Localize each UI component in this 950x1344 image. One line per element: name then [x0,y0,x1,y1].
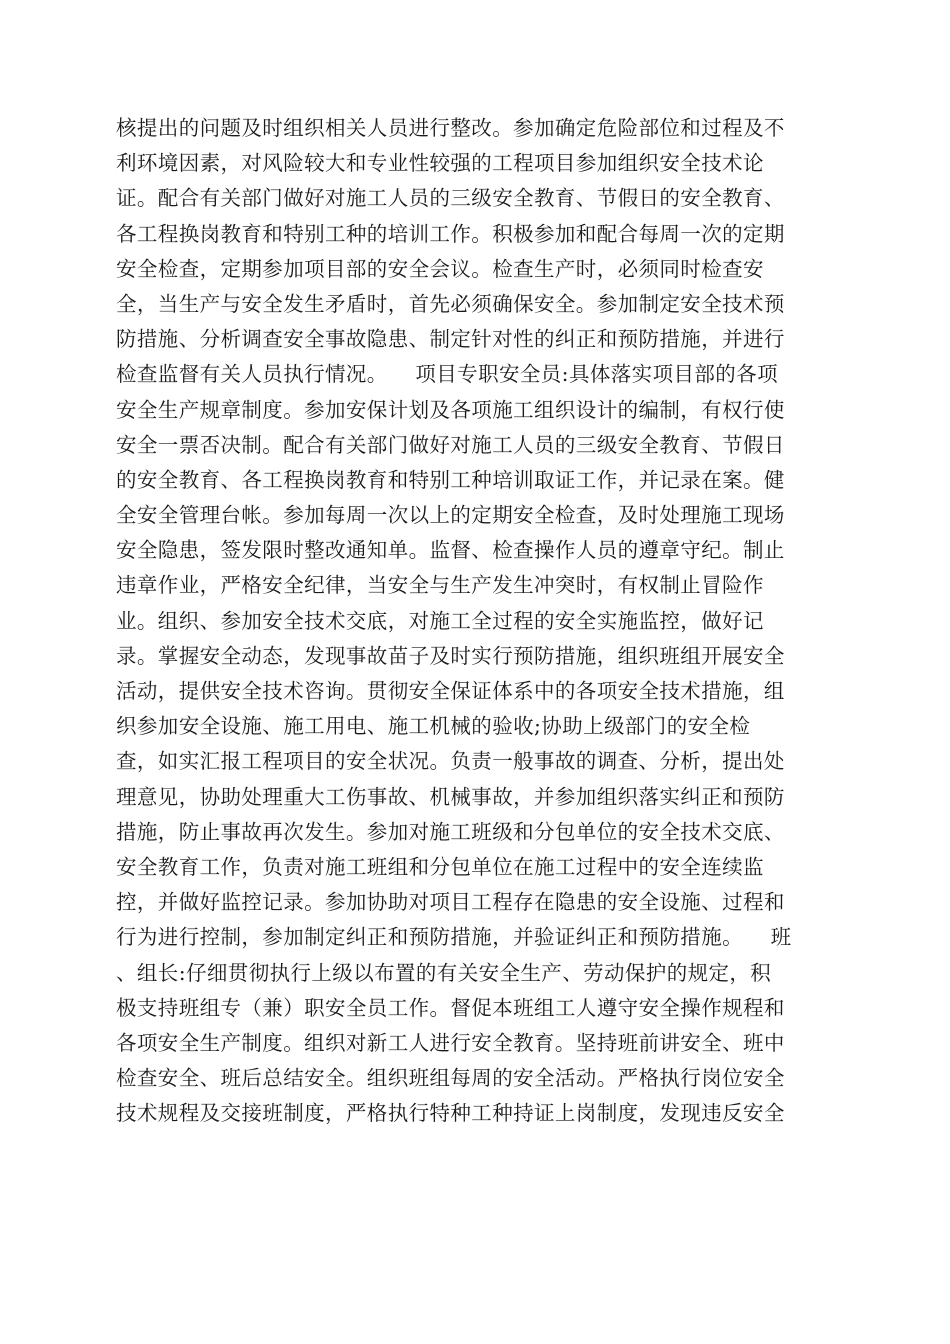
text-line: 极支持班组专（兼）职安全员工作。督促本班组工人遵守安全操作规程和 [116,995,785,1020]
text-line: 安全教育工作，负责对施工班组和分包单位在施工过程中的安全连续监 [116,854,764,879]
text-line: 技术规程及交接班制度，严格执行特种工种持证上岗制度，发现违反安全 [116,1101,785,1126]
text-line: 证。配合有关部门做好对施工人员的三级安全教育、节假日的安全教育、 [116,186,785,211]
text-line: 行为进行控制，参加制定纠正和预防措施，并验证纠正和预防措施。 班 [116,925,792,950]
text-line: 安全一票否决制。配合有关部门做好对施工人员的三级安全教育、节假日 [116,432,785,457]
text-line: 、组长:仔细贯彻执行上级以布置的有关安全生产、劳动保护的规定，积 [116,960,772,985]
text-line: 控，并做好监控记录。参加协助对项目工程存在隐患的安全设施、过程和 [116,890,785,915]
text-line: 录。掌握安全动态，发现事故苗子及时实行预防措施，组织班组开展安全 [116,643,785,668]
text-line: 查，如实汇报工程项目的安全状况。负责一般事故的调查、分析，提出处 [116,749,785,774]
text-line: 各项安全生产制度。组织对新工人进行安全教育。坚持班前讲安全、班中 [116,1030,785,1055]
body-text [116,111,836,1131]
text-line: 防措施、分析调查安全事故隐患、制定针对性的纠正和预防措施，并进行 [116,327,785,352]
text-line: 各工程换岗教育和特别工种的培训工作。积极参加和配合每周一次的定期 [116,221,785,246]
text-line: 的安全教育、各工程换岗教育和特别工种培训取证工作，并记录在案。健 [116,467,785,492]
text-line: 检查安全、班后总结安全。组织班组每周的安全活动。严格执行岗位安全 [116,1066,785,1091]
text-line: 检查监督有关人员执行情况。 项目专职安全员:具体落实项目部的各项 [116,362,778,387]
text-line: 核提出的问题及时组织相关人员进行整改。参加确定危险部位和过程及不 [116,116,785,140]
text-line: 全安全管理台帐。参加每周一次以上的定期安全检查，及时处理施工现场 [116,503,785,528]
text-line: 安全生产规章制度。参加安保计划及各项施工组织设计的编制，有权行使 [116,397,785,422]
text-line: 违章作业，严格安全纪律，当安全与生产发生冲突时，有权制止冒险作 [116,573,764,598]
text-line: 业。组织、参加安全技术交底，对施工全过程的安全实施监控，做好记 [116,608,764,633]
text-line: 安全检查，定期参加项目部的安全会议。检查生产时，必须同时检查安 [116,256,764,281]
text-line: 利环境因素，对风险较大和专业性较强的工程项目参加组织安全技术论 [116,151,764,176]
text-line: 活动，提供安全技术咨询。贯彻安全保证体系中的各项安全技术措施，组 [116,679,785,703]
text-line: 全，当生产与安全发生矛盾时，首先必须确保安全。参加制定安全技术预 [116,291,785,316]
text-line: 措施，防止事故再次发生。参加对施工班级和分包单位的安全技术交底、 [116,819,785,844]
text-line: 理意见，协助处理重大工伤事故、机械事故，并参加组织落实纠正和预防 [116,784,785,809]
text-line: 织参加安全设施、施工用电、施工机械的验收;协助上级部门的安全检 [116,714,751,739]
text-line: 安全隐患，签发限时整改通知单。监督、检查操作人员的遵章守纪。制止 [116,538,785,563]
